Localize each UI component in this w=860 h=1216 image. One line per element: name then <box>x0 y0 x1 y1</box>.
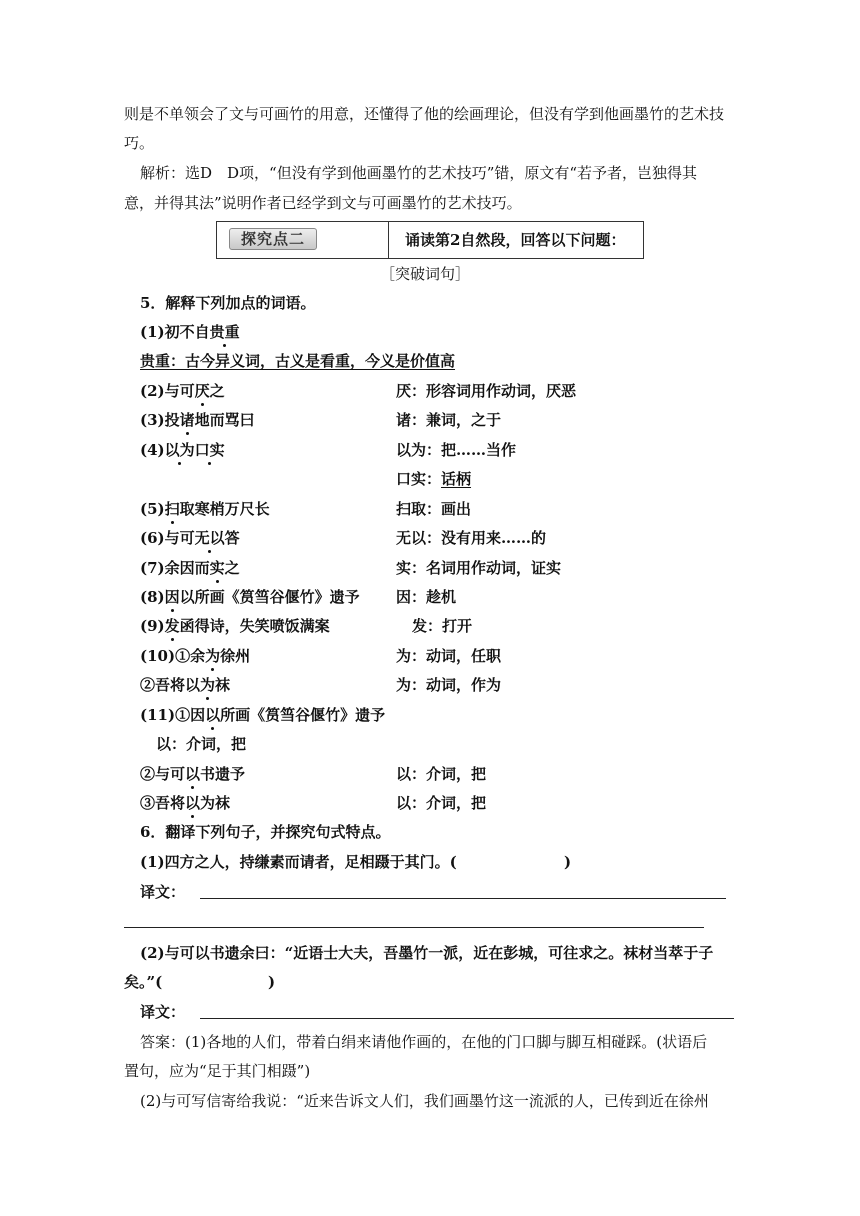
q5-item-3-answer: 诸：兼词，之于 <box>396 411 502 429</box>
q5-item-2-answer: 厌：形容词用作动词，厌恶 <box>396 382 577 400</box>
q5-item-9: (9)发函得诗，失笑喷饭满案 <box>140 617 330 635</box>
q5-item-2: (2)与可厌之 <box>140 382 225 400</box>
analysis-line: 意，并得其法”说明作者已经学到文与可画墨竹的艺术技巧。 <box>124 194 522 212</box>
q5-item-10a: (10)①余为徐州 <box>140 647 251 665</box>
q5-item-11c-answer: 以：介词，把 <box>396 794 487 812</box>
q5-item-8: (8)因以所画《筼筜谷偃竹》遗予 <box>140 588 360 606</box>
q6-sentence-2-line1: (2)与可以书遗余曰：“近语士大夫，吾墨竹一派，近在彭城，可往求之。袜材当萃于子 <box>140 944 714 962</box>
q6-sentence-2-line2: 矣。”( <box>124 973 163 991</box>
q5-item-5: (5)扫取寒梢万尺长 <box>140 500 270 518</box>
section-instruction: 诵读第2自然段，回答以下问题： <box>405 231 626 249</box>
q5-item-8-answer: 因：趁机 <box>396 588 457 606</box>
q5-item-1: (1)初不自贵重 <box>140 323 240 341</box>
q5-item-10a-answer: 为：动词，任职 <box>396 647 502 665</box>
question-6-title: 6．翻译下列句子，并探究句式特点。 <box>140 823 391 841</box>
q5-item-3: (3)投诸地而骂曰 <box>140 411 255 429</box>
q5-item-4-answer-2: 口实：话柄 <box>396 470 472 488</box>
analysis-line: 解析：选D D项，“但没有学到他画墨竹的艺术技巧”错，原文有“若予者，岂独得其 <box>140 164 698 182</box>
q5-item-6-answer: 无以：没有用来……的 <box>396 529 547 547</box>
q5-item-1-answer: 贵重：古今异义词，古义是看重，今义是价值高 <box>140 352 456 370</box>
translation-label: 译文： <box>140 1003 186 1021</box>
q5-item-7: (7)余因而实之 <box>140 559 240 577</box>
q6-sentence-1: (1)四方之人，持缣素而请者，足相蹑于其门。( <box>140 853 457 871</box>
q5-item-7-answer: 实：名词用作动词，证实 <box>396 559 562 577</box>
q6-sentence-2-close: ) <box>268 973 276 991</box>
q5-item-10b: ②吾将以为袜 <box>140 676 231 694</box>
q5-item-11b: ②与可以书遗予 <box>140 765 246 783</box>
paragraph-line: 巧。 <box>124 134 155 152</box>
translation-blank[interactable] <box>200 898 726 899</box>
paragraph-line: 则是不单领会了文与可画竹的用意，还懂得了他的绘画理论，但没有学到他画墨竹的艺术技 <box>124 105 725 123</box>
section-badge-cell <box>217 222 389 258</box>
q5-item-6: (6)与可无以答 <box>140 529 240 547</box>
q5-item-11a-answer: 以：介词，把 <box>156 735 247 753</box>
translation-blank[interactable] <box>200 1018 734 1019</box>
question-5-title: 5．解释下列加点的词语。 <box>140 294 316 312</box>
q5-item-4: (4)以为口实 <box>140 441 225 459</box>
q5-item-10b-answer: 为：动词，作为 <box>396 676 502 694</box>
answer-line: 答案：(1)各地的人们，带着白绢来请他作画的，在他的门口脚与脚互相碰踩。(状语后 <box>140 1033 708 1051</box>
q6-sentence-1-close: ) <box>564 853 572 871</box>
q5-item-11c: ③吾将以为袜 <box>140 794 231 812</box>
answer-line: 置句，应为“足于其门相蹑”) <box>124 1062 311 1080</box>
translation-blank[interactable] <box>124 927 704 928</box>
section-subheading: ［突破词句］ <box>380 265 471 283</box>
q5-item-11b-answer: 以：介词，把 <box>396 765 487 783</box>
q5-item-5-answer: 扫取：画出 <box>396 500 472 518</box>
answer-line: (2)与可写信寄给我说：“近来告诉文人们，我们画墨竹这一流派的人，已传到近在徐州 <box>140 1092 709 1110</box>
translation-label: 译文： <box>140 883 186 901</box>
section-badge: 探究点二 <box>229 228 317 250</box>
q5-item-4-answer-1: 以为：把……当作 <box>396 441 517 459</box>
q5-item-9-answer: 发：打开 <box>412 617 473 635</box>
q5-item-11a: (11)①因以所画《筼筜谷偃竹》遗予 <box>140 706 386 724</box>
section-header-box <box>216 221 644 259</box>
